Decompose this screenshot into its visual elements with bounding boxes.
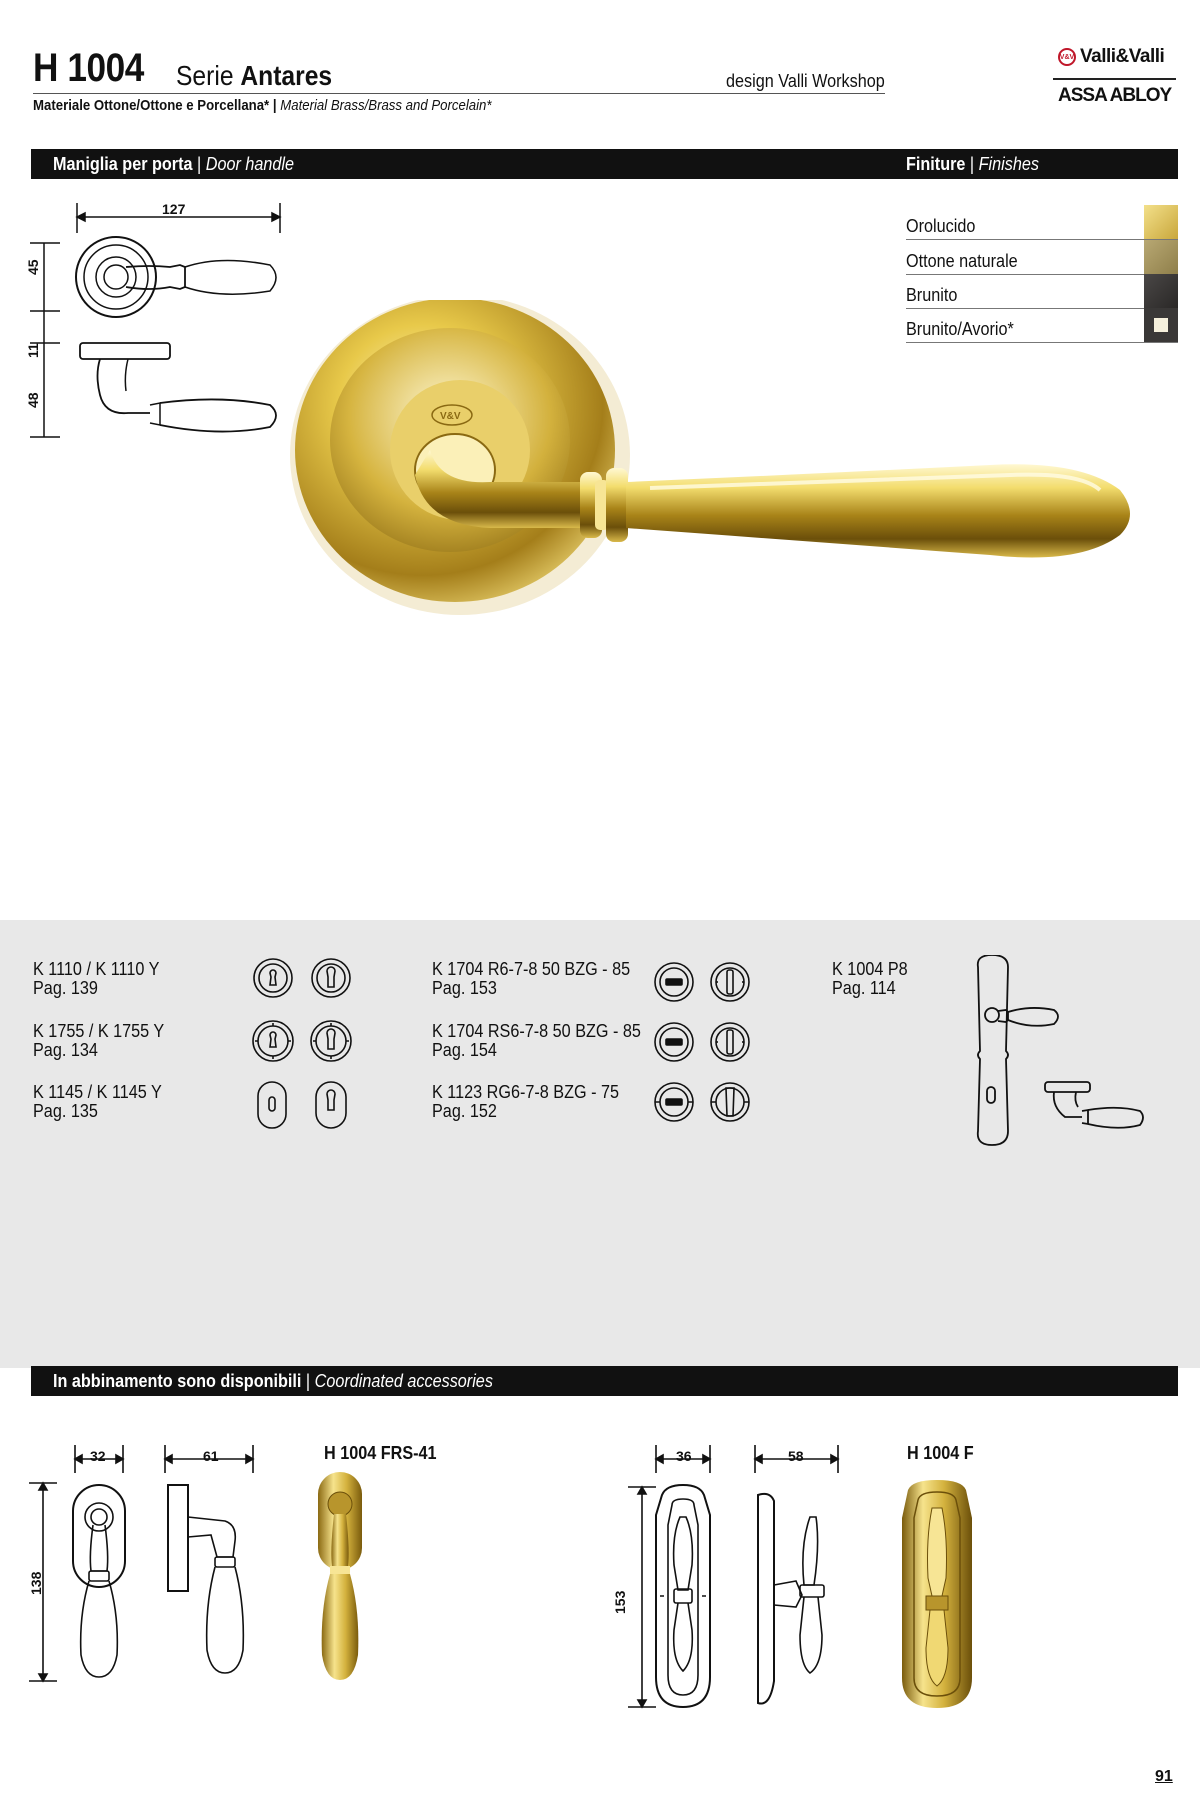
escutcheon-icons (250, 955, 360, 1135)
ivory-insert (1154, 318, 1168, 332)
acc-item: K 1704 R6-7-8 50 BZG - 85 Pag. 153 (432, 959, 631, 998)
door-handle-photo (290, 300, 1190, 630)
product-code-f: H 1004 F (907, 1443, 974, 1463)
dim-f-w2: 58 (788, 1448, 804, 1464)
frs41-technical-drawing (25, 1445, 265, 1685)
group-logo: ASSA ABLOY (1058, 85, 1172, 106)
dim-rose-45: 45 (25, 259, 41, 275)
finish-swatch (1144, 205, 1178, 239)
acc-item: K 1145 / K 1145 Y Pag. 135 (33, 1082, 162, 1121)
acc-item: K 1110 / K 1110 Y Pag. 139 (33, 959, 160, 998)
product-code-frs41: H 1004 FRS-41 (324, 1443, 437, 1463)
series-title: Serie Antares (176, 60, 333, 91)
dim-f-h: 153 (612, 1590, 628, 1614)
frs41-photo (310, 1470, 380, 1690)
dim-gap-11: 11 (25, 343, 41, 358)
dim-frs41-h: 138 (28, 1571, 44, 1595)
dim-frs41-w1: 32 (90, 1448, 106, 1464)
finish-swatch (1144, 308, 1178, 342)
finish-orolucido: Orolucido (906, 205, 1178, 240)
title-divider (33, 93, 885, 94)
acc-item: K 1755 / K 1755 Y Pag. 134 (33, 1021, 165, 1060)
dim-frs41-w2: 61 (203, 1448, 219, 1464)
backplate-handle-drawing (970, 955, 1150, 1155)
acc-item: K 1004 P8 Pag. 114 (832, 959, 908, 998)
material-line: Materiale Ottone/Ottone e Porcellana* | Material Brass/Brass and Porcelain* (33, 97, 492, 114)
finish-ottone-naturale: Ottone naturale (906, 240, 1178, 275)
finish-brunito-avorio: Brunito/Avorio* (906, 308, 1178, 343)
brand-logo: Valli&Valli (1080, 46, 1165, 67)
valli-badge-icon: V&V (1058, 48, 1076, 66)
coordinated-section-bar: In abbinamento sono disponibili | Coordinated accessories (31, 1366, 1178, 1396)
acc-item: K 1123 RG6-7-8 BZG - 75 Pag. 152 (432, 1082, 619, 1121)
series-name: Antares (240, 60, 333, 91)
dim-projection-48: 48 (25, 392, 41, 408)
handle-technical-drawing (20, 195, 300, 445)
finish-swatch (1144, 240, 1178, 274)
f-photo (900, 1478, 975, 1718)
wc-turn-icons (650, 958, 760, 1138)
main-section-bar: Maniglia per porta | Door handle Finiture | Finishes (31, 149, 1178, 179)
dim-width-127: 127 (162, 201, 186, 217)
model-title: H 1004 (33, 46, 144, 90)
logo-divider (1053, 78, 1176, 80)
acc-item: K 1704 RS6-7-8 50 BZG - 85 Pag. 154 (432, 1021, 641, 1060)
svg-text:V&V: V&V (440, 411, 461, 422)
finish-swatch (1144, 274, 1178, 308)
f-technical-drawing (610, 1445, 860, 1715)
page-number: 91 (1155, 1768, 1173, 1785)
finish-brunito: Brunito (906, 274, 1178, 309)
designer-credit: design Valli Workshop (726, 71, 885, 91)
dim-f-w1: 36 (676, 1448, 692, 1464)
